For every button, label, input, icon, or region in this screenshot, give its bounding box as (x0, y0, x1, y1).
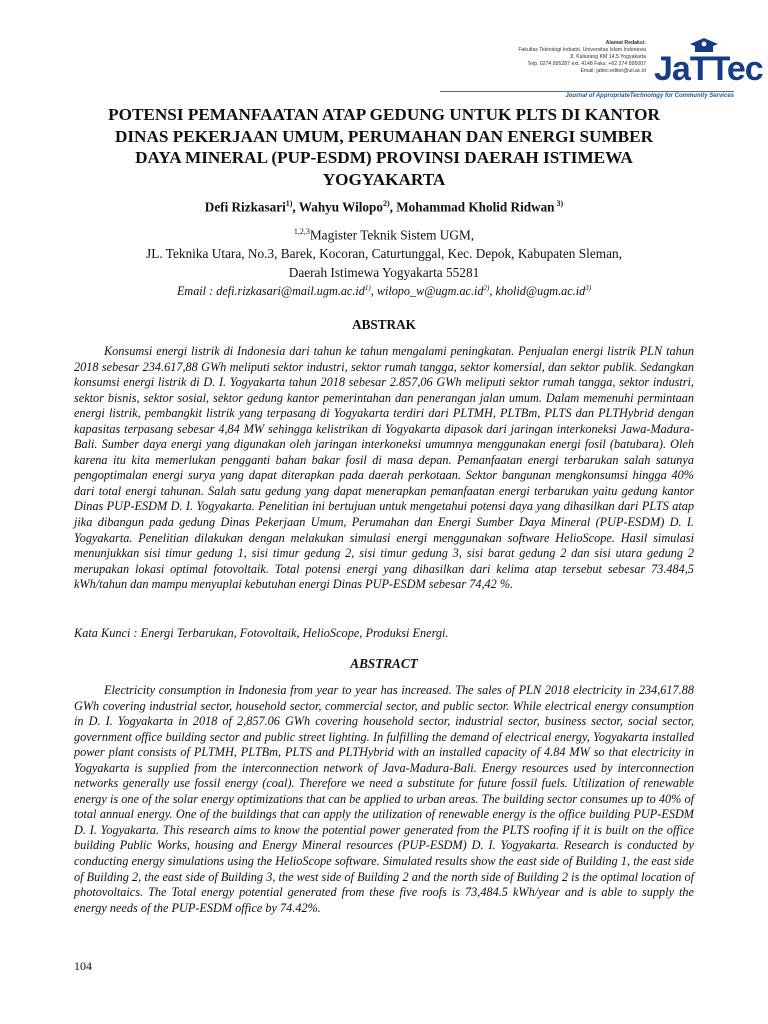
title-line: POTENSI PEMANFAATAN ATAP GEDUNG UNTUK PLTS DI KANTOR (108, 105, 660, 124)
address-line: Jl. Kaliurang KM 14,5 Yogyakarta (569, 54, 646, 60)
author-separator: , (389, 199, 397, 215)
journal-name: Journal of AppropriateTechnology for Community Services (565, 93, 734, 99)
author-separator: , (292, 199, 299, 215)
editorial-address (518, 40, 646, 75)
author-affiliation-mark: 2) (382, 199, 390, 208)
email-address[interactable]: defi.rizkasari@mail.ugm.ac.id (216, 284, 365, 299)
author-name: Defi Rizkasari (204, 199, 286, 215)
address-label: Alamat Redaksi: (605, 40, 646, 46)
address-line: Email: jattec.editor@uii.ac.id (580, 68, 646, 74)
jattec-logo (648, 36, 763, 90)
affiliation-line: Daerah Istimewa Yogyakarta 55281 (288, 265, 480, 281)
affiliation-line: JL. Teknika Utara, No.3, Barek, Kocoran, Caturtunggal, Kec. Depok, Kabupaten Sleman, (146, 246, 622, 262)
email-mark: 1) (364, 284, 371, 292)
email-prefix: Email : (176, 284, 217, 299)
paper-title (60, 104, 708, 190)
affiliation-line: Magister Teknik Sistem UGM, (309, 227, 475, 243)
author-affiliation-mark: 1) (285, 199, 293, 208)
title-line: DAYA MINERAL (PUP-ESDM) PROVINSI DAERAH ISTIMEWA (135, 148, 633, 167)
journal-header (440, 36, 763, 102)
email-mark: 2) (483, 284, 490, 292)
email-line: Email : $defi.rizkasari@mail.ugm.ac.id^{1)}$, $wilopo\_w@ugm.ac.id^{2)}$, $kholid@ugm.ac.id^{3)}$ (176, 284, 592, 299)
email-address[interactable]: wilopo_w@ugm.ac.id (376, 284, 484, 299)
title-line: YOGYAKARTA (322, 169, 446, 189)
address-line: Fakultas Teknologi Industri, Universitas Islam Indonesia (518, 47, 646, 53)
abstrak-body: Konsumsi energi listrik di Indonesia dari tahun ke tahun mengalami peningkatan. Penjualan energi listrik PLN tahun 2018 sebesar 234.617,88 GWh meliputi sektor industri, sektor rumah tangga, sektor komersial, dan sektor publik. Sedangkan konsumsi energi listrik di D. I. Yogyakarta tahun 2018 sebesar 2.857,06 GWh meliputi sektor rumah tangga, sektor industri, sektor bisnis, sektor sosial, sektor gedung kantor pemerintahan dan penerangan jalan umum. Dalam memenuhi permintaan energi listrik, pembangkit listrik yang terpasang di Yogyakarta terdiri dari PLTMH, PLTBm, PLTS dan PLTHybrid dengan kapasitas terpasang sebesar 4,84 MW sehingga kelistrikan di Yogyakarta dipasok dari jaringan interkoneksi Jawa-Madura-Bali. Sumber daya energi yang digunakan oleh jaringan interkoneksi umumnya menggunakan energi fosil (batubara). Oleh karena itu kita memerlukan pengganti bahan bakar fosil di masa depan. Pemanfaatan energi terbarukan salah satunya pengoptimalan energi surya yang dapat diterapkan pada daerah perkotaan. Sektor bangunan mengkonsumsi hingga 40% dari total energi tahunan. Salah satu gedung yang dapat menerapkan pemanfaatan energi terbarukan yaitu gedung kantor Dinas PUP-ESDM D. I. Yogyakarta. Penelitian ini bertujuan untuk mengetahui potensi daya yang dihasilkan dari PLTS atap jika dibangun pada gedung Dinas Pekerjaan Umum, Perumahan dan Energi Sumber Daya Mineral (PUP-ESDM) D. I. Yogyakarta. Penelitian dilakukan dengan melakukan simulasi energi menggunakan software HelioScope. Hasil simulasi menunjukkan sisi timur gedung 1, sisi timur gedung 2, sisi timur gedung 3, sisi barat gedung 2 dan sisi utara gedung 2 merupakan lokasi optimal fotovoltaik. Total potensi energi yang dihasilkan dari kelima atap tersebut sebesar 73.484,5 kWh/tahun dan mampu menyuplai kebutuhan energi Dinas PUP-ESDM sebesar 74,42 %. (74, 344, 694, 592)
header-divider (440, 91, 734, 92)
author-name: Wahyu Wilopo (298, 199, 383, 215)
address-line: Telp. 0274 895287 ext. 4148 Faks: +62 274 895007 (527, 61, 646, 67)
logo-text: JaTTec (654, 50, 763, 88)
author-name: Mohammad Kholid Ridwan (396, 199, 555, 215)
affiliation-mark: 1,2,3 (293, 227, 310, 236)
keywords: Kata Kunci : Energi Terbarukan, Fotovoltaik, HelioScope, Produksi Energi. (74, 626, 449, 640)
page-number: 104 (74, 959, 92, 973)
abstrak-heading: ABSTRAK (352, 317, 416, 332)
abstract-body: Electricity consumption in Indonesia from year to year has increased. The sales of PLN 2018 electricity in 234,617.88 GWh covering industrial sector, household sector, commercial sector, and public sector. While electrical energy consumption in D. I. Yogyakarta in 2018 of 2,857.06 GWh covering household sector, industrial sector, business sector, social sector, government office building sector and public street lighting. In fulfilling the demand of electrical energy, Yogyakarta installed power plant consists of PLTMH, PLTBm, PLTS and PLTHybrid with an installed capacity of 4.84 MW so that electricity in Yogyakarta is supplied from the interconnection network of Java-Madura-Bali. Energy resources used by interconnection networks generally use fossil energy (coal). Therefore we need a substitute for future fossil fuels. Utilization of renewable energy is one of the solar energy optimizations that can be applied to urban areas. The building sector consumes up to 40% of total annual energy. One of the buildings that can apply the utilization of renewable energy is the office building PUP-ESDM D. I. Yogyakarta. This research aims to know the potential power generated from the PLTS roofing if it is built on the office building Public Works, housing and Energy Mineral resources (PUP-ESDM) D. I. Yogyakarta. Research is conducted by conducting energy simulations using the HelioScope software. Simulated results show the east side of Building 1, the east side of Building 2, the east side of Building 3, the west side of Building 2 and the north side of Building 2 is the optimal location of photovoltaics. The Total energy potential generated from these five roofs is 73,484.5 kWh/year and is able to supply the energy needs of the PUP-ESDM office by 74.42%. (74, 683, 694, 915)
title-line: DINAS PEKERJAAN UMUM, PERUMAHAN DAN ENERGI SUMBER (114, 126, 654, 146)
affiliation (60, 222, 708, 282)
author-affiliation-mark: 3) (554, 199, 564, 208)
email-address[interactable]: kholid@ugm.ac.id (495, 284, 586, 299)
author-list (60, 199, 708, 215)
abstract-heading: ABSTRACT (350, 656, 418, 671)
email-mark: 3) (585, 284, 592, 292)
